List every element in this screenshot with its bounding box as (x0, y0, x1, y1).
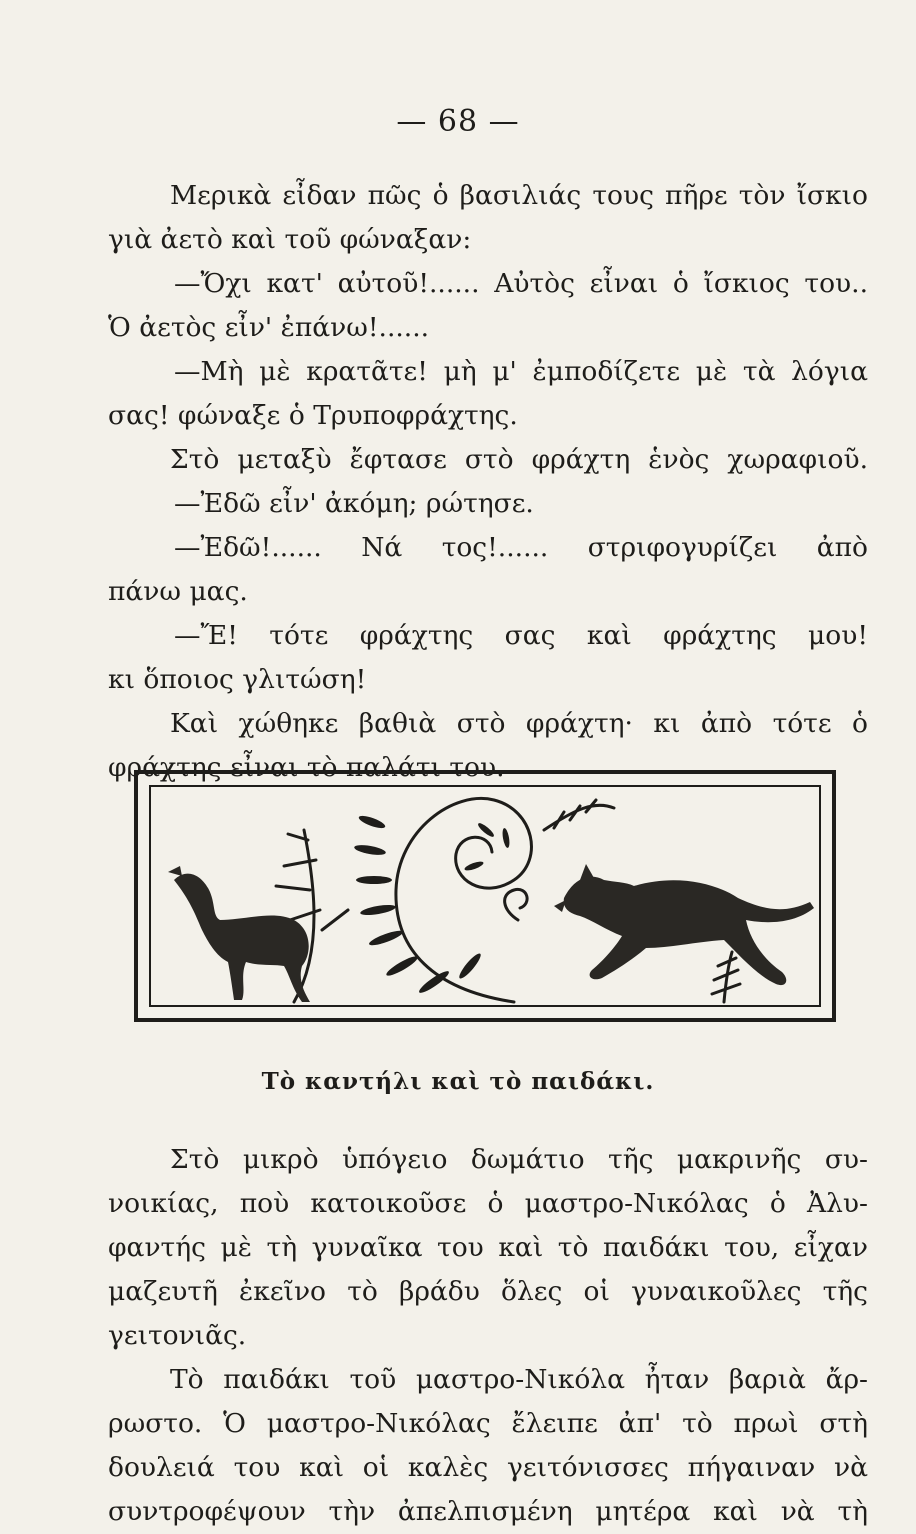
text-line: Στὸ μεταξὺ ἔφτασε στὸ φράχτη ἑνὸς χωραφιοῦ. (170, 444, 868, 475)
text-line: —Ἐδῶ εἶν' ἀκόμη; ρώτησε. (174, 488, 534, 519)
text-line: Στὸ μικρὸ ὑπόγειο δωμάτιο τῆς μακρινῆς συ- (170, 1144, 868, 1175)
text-line: δουλειά του καὶ οἱ καλὲς γειτόνισσες πήγαιναν νὰ (108, 1452, 868, 1483)
text-line: Τὸ παιδάκι τοῦ μαστρο-Νικόλα ἦταν βαριὰ ἄρ- (170, 1364, 868, 1395)
text-line: —Ἔ! τότε φράχτης σας καὶ φράχτης μου! (174, 620, 868, 651)
text-line: γιὰ ἀετὸ καὶ τοῦ φώναξαν: (108, 224, 472, 255)
text-line: φράχτης εἶναι τὸ παλάτι του. (108, 752, 505, 783)
text-line: Ὁ ἀετὸς εἶν' ἐπάνω!...... (108, 312, 430, 343)
page-number: — 68 — (396, 104, 520, 139)
text-line: φαντής μὲ τὴ γυναῖκα του καὶ τὸ παιδάκι του, εἶχαν (108, 1232, 868, 1263)
text-line: νοικίας, ποὺ κατοικοῦσε ὁ μαστρο-Νικόλας ὁ Ἀλυ- (108, 1188, 868, 1219)
text-line: ρωστο. Ὁ μαστρο-Νικόλας ἔλειπε ἀπ' τὸ πρωὶ στὴ (108, 1408, 868, 1439)
text-line: γειτονιᾶς. (108, 1320, 247, 1351)
text-line: μαζευτῆ ἐκεῖνο τὸ βράδυ ὅλες οἱ γυναικοῦλες τῆς (108, 1276, 868, 1307)
fox-fern-animal-frieze-icon (134, 770, 836, 1022)
text-line: —Ἐδῶ!...... Νά τος!...... στριφογυρίζει ἀπὸ (174, 532, 868, 563)
text-line: —Ὄχι κατ' αὐτοῦ!...... Αὐτὸς εἶναι ὁ ἴσκιος του.. (174, 268, 868, 299)
text-line: —Μὴ μὲ κρατᾶτε! μὴ μ' ἐμποδίζετε μὲ τὰ λόγια (174, 356, 868, 387)
text-line: σας! φώναξε ὁ Τρυποφράχτης. (108, 400, 518, 431)
text-line: πάνω μας. (108, 576, 248, 607)
chapter-title: Τὸ καντήλι καὶ τὸ παιδάκι. (261, 1068, 655, 1095)
text-line: Μερικὰ εἶδαν πῶς ὁ βασιλιάς τους πῆρε τὸν ἴσκιο (170, 180, 868, 211)
text-line: κι ὅποιος γλιτώση! (108, 664, 367, 695)
text-line: Καὶ χώθηκε βαθιὰ στὸ φράχτη· κι ἀπὸ τότε ὁ (170, 708, 868, 739)
text-line: συντροφέψουν τὴν ἀπελπισμένη μητέρα καὶ νὰ τὴ (108, 1496, 868, 1527)
story-ending-text (108, 174, 868, 790)
new-story-text (108, 1138, 868, 1534)
